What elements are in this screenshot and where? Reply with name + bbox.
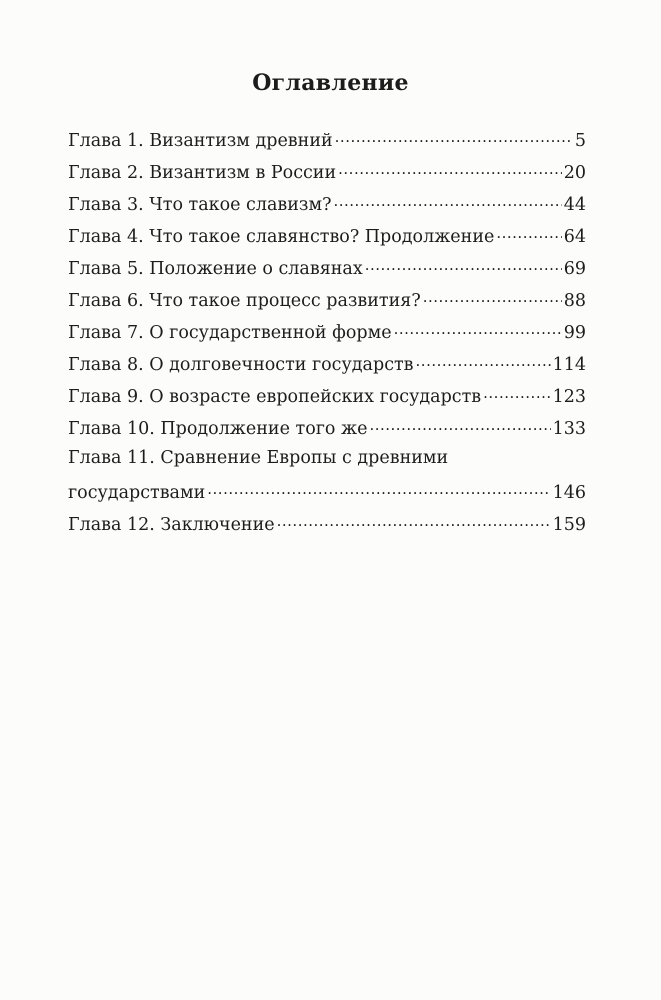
page-title: Оглавление (252, 70, 409, 96)
dot-leader (423, 288, 562, 306)
toc-entry-label: Глава 2. Византизм в России (68, 162, 337, 183)
dot-leader (483, 384, 550, 402)
toc-entry-page: 146 (552, 482, 586, 503)
toc-entry-label: Глава 5. Положение о славянах (68, 258, 363, 279)
toc-entry-page: 88 (563, 290, 586, 311)
table-of-contents (68, 128, 586, 544)
toc-entry-label: Глава 9. О возрасте европейских государств (68, 386, 482, 407)
toc-entry (68, 192, 586, 224)
toc-entry-label: Глава 1. Византизм древний (68, 130, 333, 151)
dot-leader (369, 416, 550, 434)
toc-entry-page: 133 (552, 418, 586, 439)
toc-entry-page: 64 (563, 226, 586, 247)
toc-entry-page: 5 (574, 130, 586, 151)
toc-entry-page: 159 (552, 514, 586, 535)
toc-entry-label: Глава 4. Что такое славянство? Продолжение (68, 226, 495, 247)
toc-entry-label: Глава 7. О государственной форме (68, 322, 392, 343)
dot-leader (335, 128, 573, 146)
dot-leader (207, 480, 550, 498)
toc-entry (68, 512, 586, 544)
dot-leader (277, 512, 551, 530)
toc-entry-page: 99 (563, 322, 586, 343)
dot-leader (416, 352, 551, 370)
toc-entry-label: Глава 6. Что такое процесс развития? (68, 290, 421, 311)
toc-entry (68, 416, 586, 448)
toc-entry-label: Глава 8. О долговечности государств (68, 354, 414, 375)
toc-entry-page: 69 (563, 258, 586, 279)
toc-entry (68, 224, 586, 256)
dot-leader (333, 192, 561, 210)
toc-entry-page: 114 (552, 354, 586, 375)
toc-entry-page: 44 (563, 194, 586, 215)
toc-entry (68, 384, 586, 416)
toc-entry (68, 256, 586, 288)
toc-entry (68, 128, 586, 160)
toc-entry-label: государствами (68, 482, 206, 503)
toc-entry (68, 288, 586, 320)
toc-entry-label: Глава 12. Заключение (68, 514, 275, 535)
toc-entry-page: 123 (552, 386, 586, 407)
toc-entry (68, 480, 586, 512)
toc-entry-page: 20 (563, 162, 586, 183)
toc-entry (68, 160, 586, 192)
dot-leader (394, 320, 562, 338)
toc-entry (68, 320, 586, 352)
toc-entry-label: Глава 10. Продолжение того же (68, 418, 368, 439)
toc-entry (68, 352, 586, 384)
dot-leader (338, 160, 562, 178)
toc-entry-label: Глава 3. Что такое славизм? (68, 194, 332, 215)
dot-leader (365, 256, 562, 274)
dot-leader (496, 224, 561, 242)
toc-entry-label-line1: Глава 11. Сравнение Европы с древними (68, 448, 449, 468)
